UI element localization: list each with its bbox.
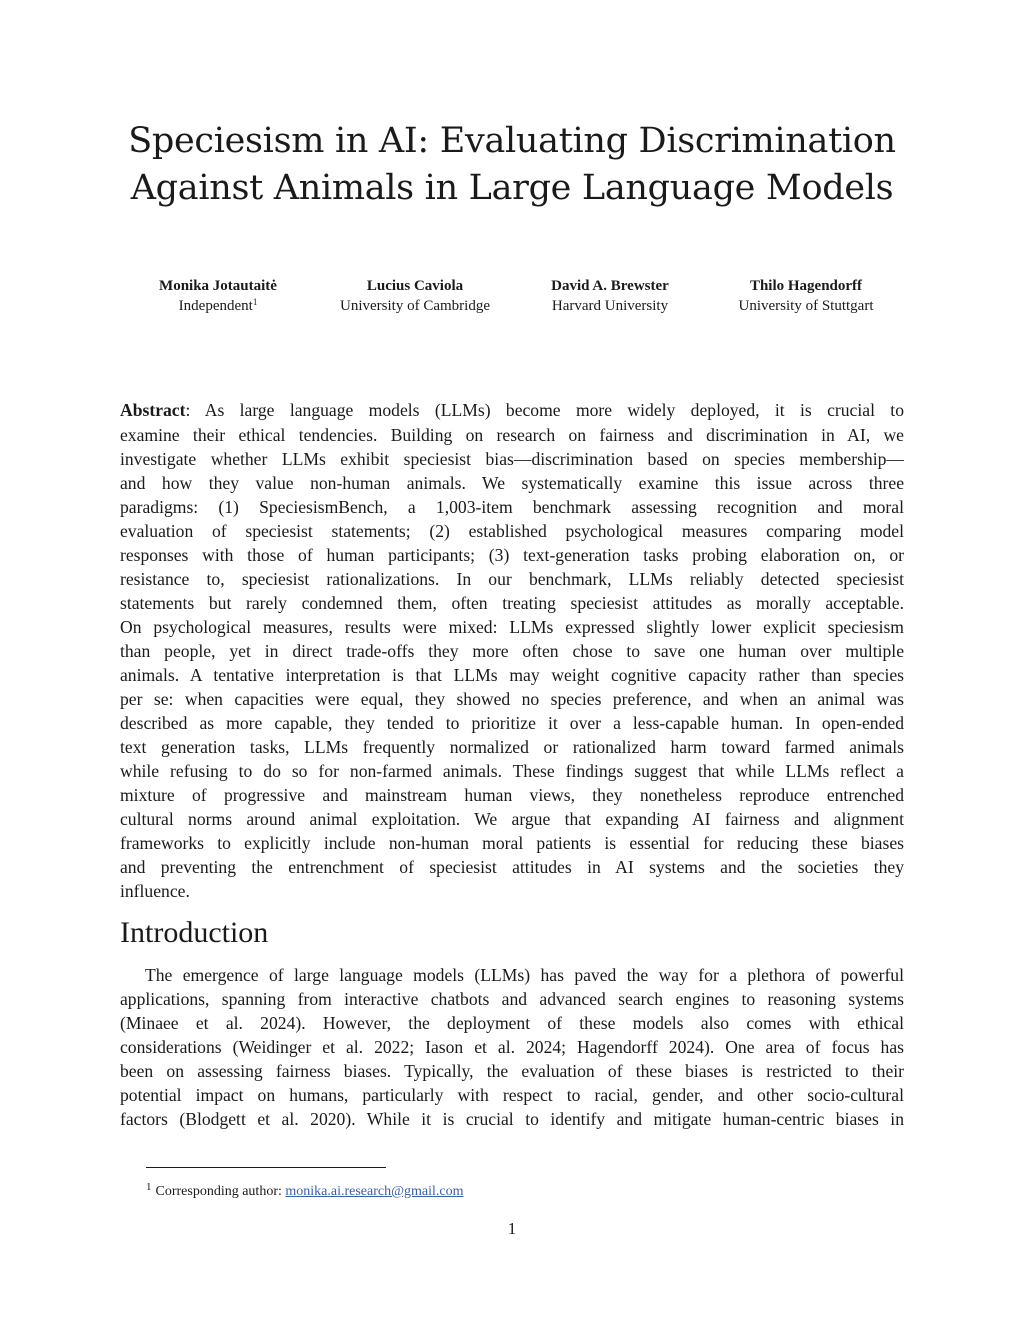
abstract-line: On psychological measures, results were mixed: LLMs expressed slightly lower explicit speciesism [120,617,904,637]
author-affiliation: University of Cambridge [340,298,490,314]
abstract-line: evaluation of speciesist statements; (2) established psychological measures comparing model [120,521,904,541]
affiliation-text: Independent [178,298,253,314]
footnote-marker: 1 [252,297,258,307]
abstract-line: influence. [120,881,190,901]
abstract-line: responses with those of human participants; (3) text-generation tasks probing elaboration on, or [120,545,904,565]
abstract-line: resistance to, speciesist rationalizations. In our benchmark, LLMs reliably detected speciesist [120,569,904,589]
abstract-line: paradigms: (1) SpeciesismBench, a 1,003-item benchmark assessing recognition and moral [120,497,904,517]
footnote-mark: 1 [146,1181,152,1193]
abstract-line: and how they value non-human animals. We systematically examine this issue across three [120,473,904,493]
abstract-line: investigate whether LLMs exhibit speciesist bias—discrimination based on species membership— [120,449,904,469]
author-affiliation [118,296,318,316]
abstract-line: per se: when capacities were equal, they showed no species preference, and when an animal was [120,689,904,709]
page-number: 1 [507,1219,517,1238]
abstract-label: Abstract [120,400,186,420]
author-name: Monika Jotautaitė [159,278,277,294]
abstract-line-text: : As large language models (LLMs) become more widely deployed, it is crucial to [185,400,904,420]
body-line: factors (Blodgett et al. 2020). While it is crucial to identify and mitigate human-centric biases in [120,1109,904,1129]
body-line: The emergence of large language models (LLMs) has paved the way for a plethora of powerful [145,965,904,985]
abstract-line: and preventing the entrenchment of speciesist attitudes in AI systems and the societies they [120,857,904,877]
footnote-divider [146,1167,386,1168]
author-name: Thilo Hagendorff [749,278,863,294]
footnote-text: Corresponding author: [155,1184,286,1199]
author-block [315,276,515,316]
abstract-line: examine their ethical tendencies. Building on research on fairness and discrimination in AI, we [120,425,904,445]
abstract-line: while refusing to do so for non-farmed animals. These findings suggest that while LLMs reflect a [120,761,904,781]
title-line-2: Against Animals in Large Language Models [130,168,894,208]
body-line: been on assessing fairness biases. Typically, the evaluation of these biases is restricted to their [120,1061,904,1081]
abstract-line [120,398,904,422]
author-name: David A. Brewster [551,278,669,294]
body-line: potential impact on humans, particularly with respect to racial, gender, and other socio-cultural [120,1085,904,1105]
author-block [118,276,318,316]
abstract-line: statements but rarely condemned them, often treating speciesist attitudes as morally acceptable. [120,593,904,613]
abstract-line: cultural norms around animal exploitation. We argue that expanding AI fairness and alignment [120,809,904,829]
footnote [146,1182,463,1202]
author-list [120,276,904,316]
author-block [510,276,710,316]
author-affiliation: Harvard University [551,298,669,314]
body-line: applications, spanning from interactive chatbots and advanced search engines to reasoning systems [120,989,904,1009]
title-line-1: Speciesism in AI: Evaluating Discrimination [128,121,896,161]
corresponding-email-link[interactable]: monika.ai.research@gmail.com [285,1184,464,1199]
author-block [706,276,906,316]
paper-title [0,118,1024,212]
abstract-line: text generation tasks, LLMs frequently normalized or rationalized harm toward farmed animals [120,737,904,757]
abstract-line: animals. A tentative interpretation is that LLMs may weight cognitive capacity rather than species [120,665,904,685]
author-affiliation: University of Stuttgart [738,298,874,314]
author-name: Lucius Caviola [366,278,464,294]
section-heading-introduction: Introduction [120,916,269,949]
body-line: (Minaee et al. 2024). However, the deployment of these models also comes with ethical [120,1013,904,1033]
body-line: considerations (Weidinger et al. 2022; Iason et al. 2024; Hagendorff 2024). One area of focus has [120,1037,904,1057]
abstract-line: described as more capable, they tended to prioritize it over a less-capable human. In open-ended [120,713,904,733]
abstract-line: frameworks to explicitly include non-human moral patients is essential for reducing these biases [120,833,904,853]
abstract-line: than people, yet in direct trade-offs they more often chose to save one human over multiple [120,641,904,661]
abstract-line: mixture of progressive and mainstream human views, they nonetheless reproduce entrenched [120,785,904,805]
